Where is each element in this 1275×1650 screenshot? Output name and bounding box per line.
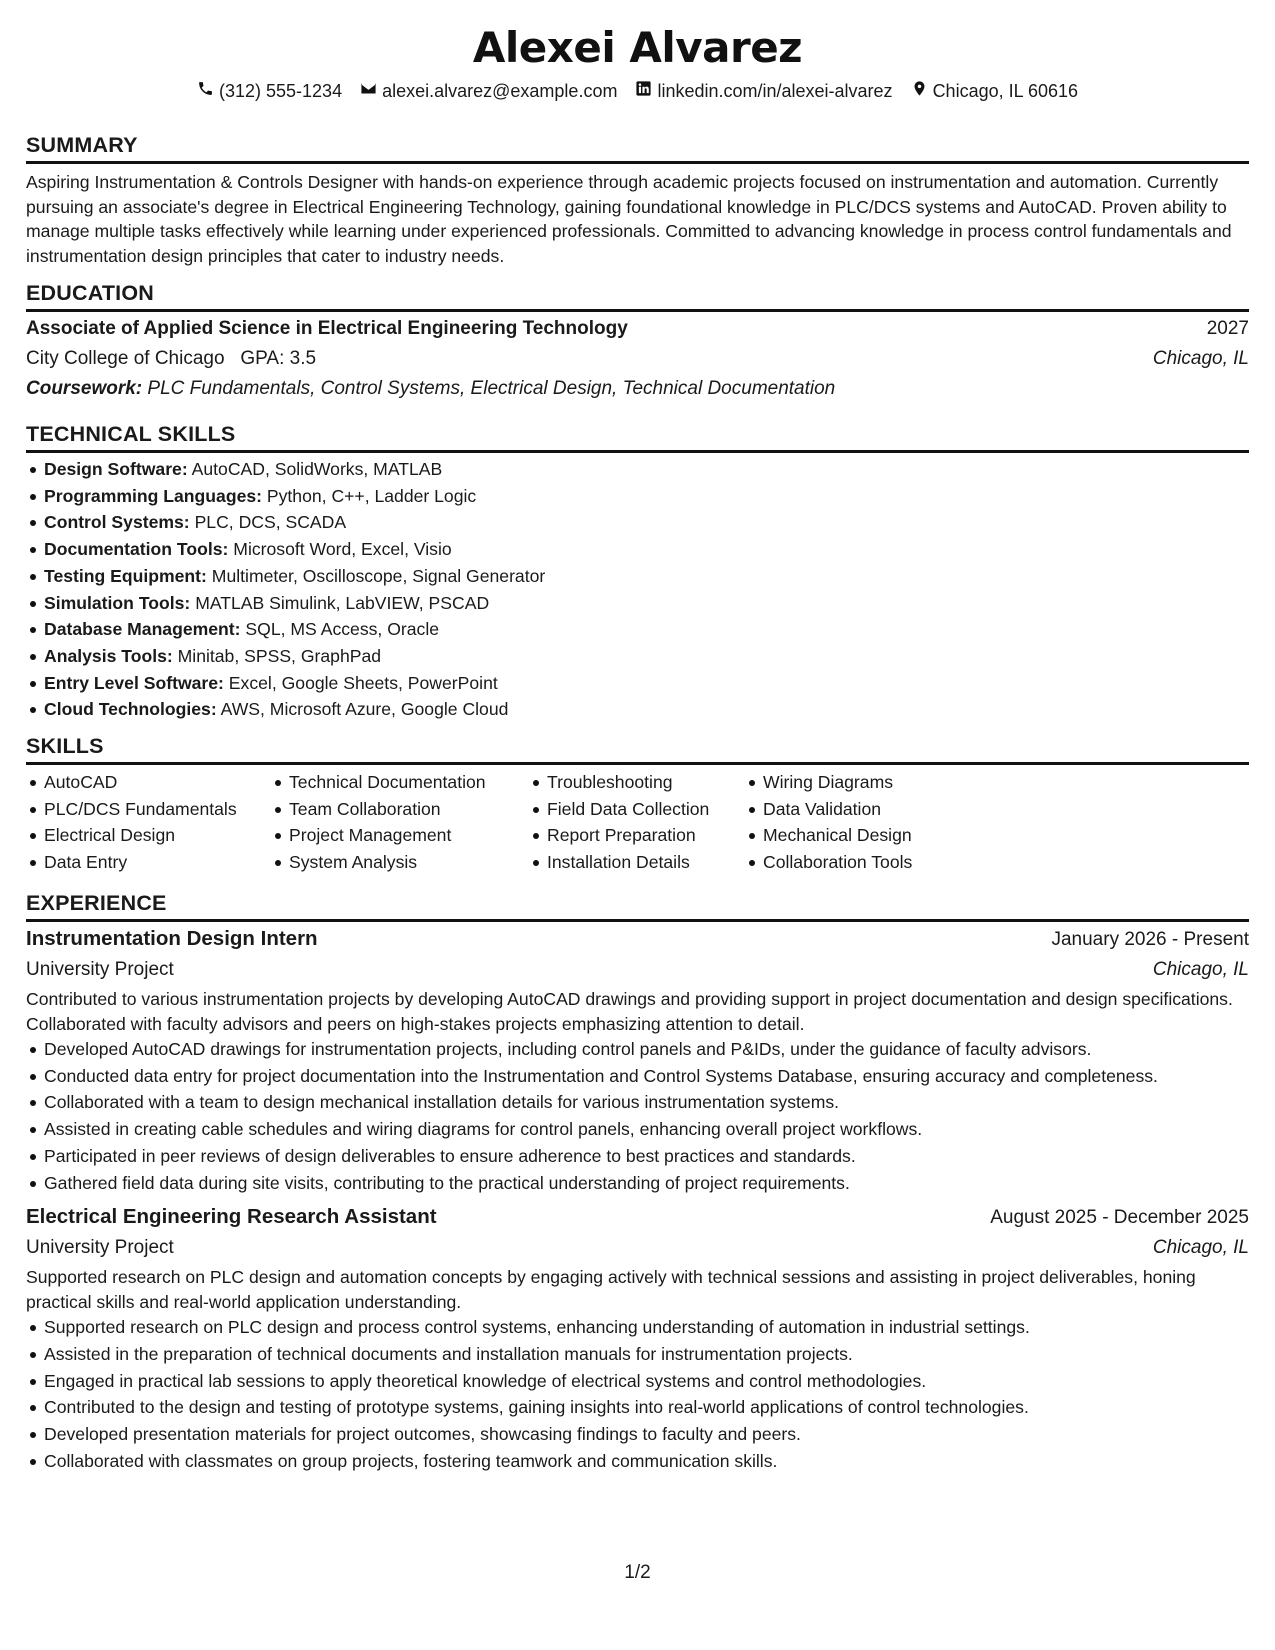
list-item: Team Collaboration bbox=[271, 796, 529, 823]
skills-section bbox=[26, 732, 1249, 876]
school-name: City College of Chicago bbox=[26, 348, 225, 369]
list-item: Mechanical Design bbox=[745, 822, 985, 849]
section-divider bbox=[26, 309, 1249, 312]
list-item: Collaboration Tools bbox=[745, 849, 985, 876]
list-item: Contributed to the design and testing of prototype systems, gaining insights into real-world applications of control technologies. bbox=[26, 1394, 1249, 1421]
skills-column bbox=[26, 769, 271, 876]
list-item: Database Management: SQL, MS Access, Oracle bbox=[26, 616, 1249, 643]
job-summary: Supported research on PLC design and automation concepts by engaging actively with technical sessions and assisting in project deliverables, honing practical skills and real-world application understanding. bbox=[26, 1267, 1196, 1312]
job-org-row bbox=[26, 955, 1249, 985]
list-item: Assisted in the preparation of technical documents and installation manuals for instrumentation projects. bbox=[26, 1341, 1249, 1368]
skills-heading: SKILLS bbox=[26, 734, 104, 758]
location-text: Chicago, IL 60616 bbox=[932, 81, 1079, 101]
list-item: Troubleshooting bbox=[529, 769, 745, 796]
list-item: Cloud Technologies: AWS, Microsoft Azure, Google Cloud bbox=[26, 696, 1249, 723]
job-bullets bbox=[26, 1314, 1249, 1474]
list-item: Project Management bbox=[271, 822, 529, 849]
list-item: Analysis Tools: Minitab, SPSS, GraphPad bbox=[26, 643, 1249, 670]
list-item: Conducted data entry for project documentation into the Instrumentation and Control Systems Database, ensuring accuracy and completeness. bbox=[26, 1063, 1249, 1090]
contact-linkedin[interactable] bbox=[635, 78, 892, 104]
list-item: Data Entry bbox=[26, 849, 271, 876]
map-pin-icon bbox=[911, 78, 928, 104]
job-org: University Project bbox=[26, 959, 174, 980]
email-text: alexei.alvarez@example.com bbox=[382, 81, 618, 101]
job-bullets bbox=[26, 1036, 1249, 1196]
job-org: University Project bbox=[26, 1237, 174, 1259]
page-number: 1/2 bbox=[624, 1562, 651, 1583]
list-item: Data Validation bbox=[745, 796, 985, 823]
job-summary: Contributed to various instrumentation projects by developing AutoCAD drawings and providing support in project documentation and design specifications. Collaborated with faculty advisors and peers on high-stakes projects emphasizing attention to detail. bbox=[26, 989, 1233, 1034]
technical-skills-section bbox=[26, 420, 1249, 723]
education-section bbox=[26, 279, 1249, 404]
school-location: Chicago, IL bbox=[1152, 348, 1249, 369]
gpa: GPA: 3.5 bbox=[240, 348, 317, 369]
job-entry bbox=[26, 924, 1249, 1196]
list-item: Simulation Tools: MATLAB Simulink, LabVIEW, PSCAD bbox=[26, 590, 1249, 617]
contact-phone[interactable] bbox=[197, 78, 342, 104]
experience-heading: EXPERIENCE bbox=[26, 891, 167, 915]
technical-skills-heading: TECHNICAL SKILLS bbox=[26, 422, 236, 446]
list-item: Engaged in practical lab sessions to apply theoretical knowledge of electrical systems and control methodologies. bbox=[26, 1368, 1249, 1395]
job-title-row bbox=[26, 1202, 1249, 1233]
list-item: Installation Details bbox=[529, 849, 745, 876]
phone-icon bbox=[197, 78, 214, 104]
job-title: Instrumentation Design Intern bbox=[26, 927, 318, 950]
list-item: Developed presentation materials for project outcomes, showcasing findings to faculty and peers. bbox=[26, 1421, 1249, 1448]
contact-email[interactable] bbox=[360, 78, 617, 104]
job-dates: January 2026 - Present bbox=[1051, 929, 1249, 950]
job-title-row bbox=[26, 924, 1249, 955]
summary-heading: SUMMARY bbox=[26, 133, 138, 157]
contact-bar bbox=[26, 78, 1249, 104]
list-item: Control Systems: PLC, DCS, SCADA bbox=[26, 509, 1249, 536]
skills-grid bbox=[26, 769, 1249, 876]
list-item: Field Data Collection bbox=[529, 796, 745, 823]
list-item: Participated in peer reviews of design deliverables to ensure adherence to best practices and standards. bbox=[26, 1143, 1249, 1170]
list-item: PLC/DCS Fundamentals bbox=[26, 796, 271, 823]
list-item: Collaborated with classmates on group projects, fostering teamwork and communication skills. bbox=[26, 1448, 1249, 1475]
list-item: Gathered field data during site visits, contributing to the practical understanding of project requirements. bbox=[26, 1170, 1249, 1197]
skills-column bbox=[745, 769, 985, 876]
degree-title: Associate of Applied Science in Electrical Engineering Technology bbox=[26, 318, 628, 339]
contact-location bbox=[911, 78, 1078, 104]
technical-skills-list bbox=[26, 456, 1249, 723]
job-location: Chicago, IL bbox=[1152, 1237, 1249, 1259]
education-school-row bbox=[26, 344, 1249, 374]
envelope-icon bbox=[360, 78, 377, 104]
list-item: Programming Languages: Python, C++, Ladder Logic bbox=[26, 483, 1249, 510]
skills-column bbox=[271, 769, 529, 876]
list-item: Entry Level Software: Excel, Google Sheets, PowerPoint bbox=[26, 670, 1249, 697]
section-divider bbox=[26, 161, 1249, 164]
section-divider bbox=[26, 919, 1249, 922]
list-item: Developed AutoCAD drawings for instrumentation projects, including control panels and P&IDs, under the guidance of faculty advisors. bbox=[26, 1036, 1249, 1063]
list-item: Assisted in creating cable schedules and wiring diagrams for control panels, enhancing overall project workflows. bbox=[26, 1116, 1249, 1143]
job-dates: August 2025 - December 2025 bbox=[990, 1207, 1249, 1229]
candidate-name: Alexei Alvarez bbox=[472, 23, 803, 72]
list-item: Technical Documentation bbox=[271, 769, 529, 796]
skills-column bbox=[529, 769, 745, 876]
phone-text: (312) 555-1234 bbox=[218, 81, 343, 101]
resume-page bbox=[26, 0, 1249, 1650]
education-degree-row bbox=[26, 314, 1249, 344]
list-item: Electrical Design bbox=[26, 822, 271, 849]
coursework-line bbox=[26, 374, 1249, 404]
list-item: Collaborated with a team to design mechanical installation details for various instrumentation systems. bbox=[26, 1089, 1249, 1116]
list-item: Design Software: AutoCAD, SolidWorks, MATLAB bbox=[26, 456, 1249, 483]
job-location: Chicago, IL bbox=[1152, 959, 1249, 980]
list-item: Report Preparation bbox=[529, 822, 745, 849]
summary-section bbox=[26, 131, 1249, 268]
graduation-year: 2027 bbox=[1206, 318, 1249, 339]
school-info bbox=[26, 344, 316, 374]
coursework-list: PLC Fundamentals, Control Systems, Electrical Design, Technical Documentation bbox=[147, 378, 836, 399]
list-item: Wiring Diagrams bbox=[745, 769, 985, 796]
summary-text: Aspiring Instrumentation & Controls Designer with hands-on experience through academic projects focused on instrumentation and automation. Currently pursuing an associate's degree in Electrical Engineering Technology, gaining foundational knowledge in PLC/DCS systems and AutoCAD. Proven ability to manage multiple tasks effectively while learning under experienced professionals. Committed to advancing knowledge in process control fundamentals and instrumentation design principles that cater to industry needs. bbox=[26, 172, 1232, 266]
coursework-label: Coursework: bbox=[26, 378, 143, 399]
job-title: Electrical Engineering Research Assistant bbox=[26, 1205, 437, 1229]
list-item: Supported research on PLC design and process control systems, enhancing understanding of automation in industrial settings. bbox=[26, 1314, 1249, 1341]
job-org-row bbox=[26, 1233, 1249, 1263]
linkedin-text: linkedin.com/in/alexei-alvarez bbox=[657, 81, 893, 101]
experience-section bbox=[26, 889, 1249, 1474]
education-heading: EDUCATION bbox=[26, 281, 155, 305]
section-divider bbox=[26, 762, 1249, 765]
linkedin-icon bbox=[635, 78, 652, 104]
list-item: Documentation Tools: Microsoft Word, Excel, Visio bbox=[26, 536, 1249, 563]
list-item: System Analysis bbox=[271, 849, 529, 876]
list-item: Testing Equipment: Multimeter, Oscilloscope, Signal Generator bbox=[26, 563, 1249, 590]
list-item: AutoCAD bbox=[26, 769, 271, 796]
section-divider bbox=[26, 450, 1249, 453]
job-entry bbox=[26, 1202, 1249, 1474]
